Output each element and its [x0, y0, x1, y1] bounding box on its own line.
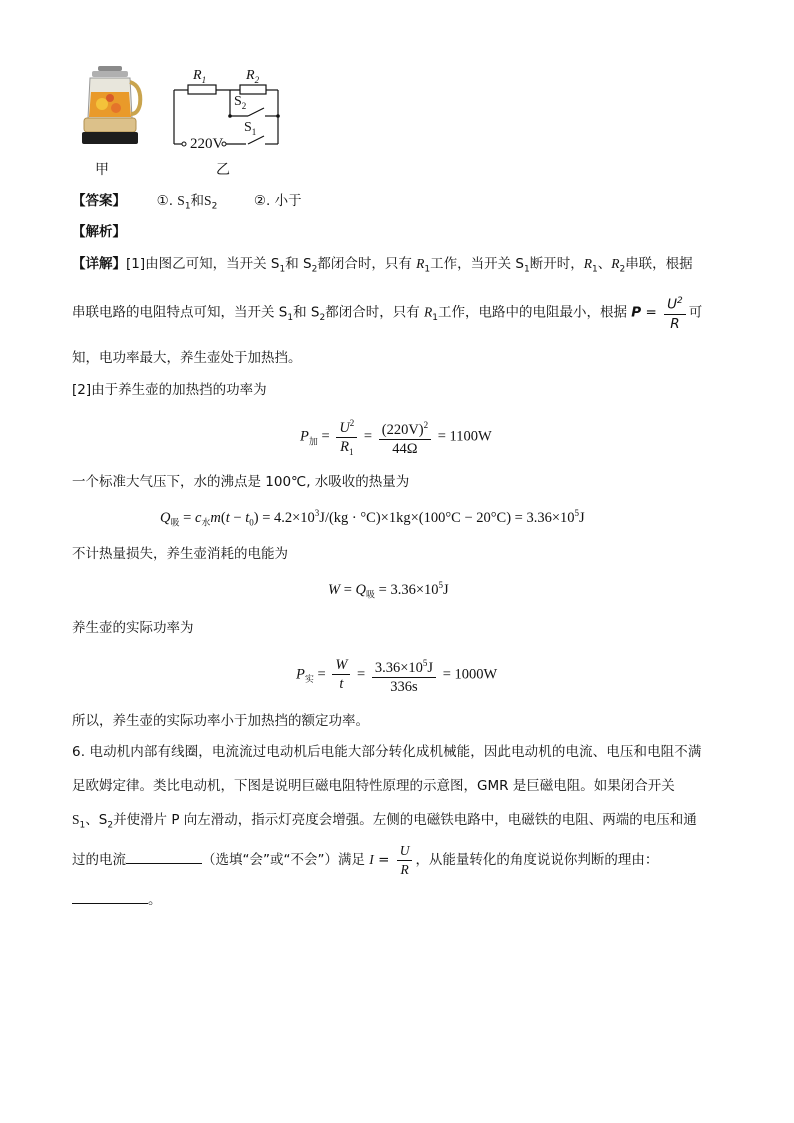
detail-line-2: 串联电路的电阻特点可知，当开关 $S_1$和 $S_2$都闭合时，只有 $R_1$工作，电路中的电阻最小，根据 P = $\frac{U^2}{R}$ 可 — [72, 292, 702, 338]
detail-line-6: 不计热量损失，养生壶消耗的电能为 — [72, 546, 288, 562]
answer-item-1: ①. $S_1$和$S_2$ — [156, 193, 218, 212]
figure-label-yi: 乙 — [216, 162, 230, 178]
label-s2: $S_2$ — [234, 94, 247, 111]
answer-blank-1[interactable] — [126, 863, 202, 864]
label-s1: $S_1$ — [244, 120, 257, 137]
figure-label-jia: 甲 — [95, 162, 109, 178]
label-r1: $R_1$ — [193, 68, 207, 85]
detail-line-1: 【详解】[1]由图乙可知，当开关 $S_1$和 $S_2$都闭合时，只有 $R_1$工作，当开关 $S_1$断开时，$R_1$、$R_2$串联，根据 — [72, 256, 693, 275]
circuit-diagram — [168, 64, 288, 156]
answer-line — [72, 191, 302, 217]
q6-line-1: 6. 电动机内部有线圈，电流流过电动机后电能大部分转化成机械能，因此电动机的电流、电压和电阻不满 — [72, 744, 702, 760]
equation-heat-absorbed: $Q_吸 = c_水m(t - t_0) = 4.2\times 10^3J/(kg \cdot ^\circ C)\times 1kg\times(100^\circ C - 20^\circ C) = 3.36\times 10^5J$ — [160, 508, 585, 529]
answer-tag: 【答案】 — [72, 193, 126, 209]
kettle-image — [80, 64, 146, 146]
label-voltage: 220V — [190, 136, 224, 152]
equation-heating-power: $P_加$ = $\frac{U^2}{R_1}$ = $\frac{(220V)^2}{44\Omega}$ = 1100W — [300, 414, 492, 461]
q6-line-2: 足欧姆定律。类比电动机，下图是说明巨磁电阻特性原理的示意图，GMR 是巨磁电阻。如果闭合开关 — [72, 778, 675, 794]
equation-actual-power: $P_实$ = $\frac{W}{t}$ = $\frac{3.36\times 10^5J}{336s}$ = 1000W — [296, 654, 497, 696]
q6-line-4: 过的电流 （选填“会”或“不会”）满足 I = $\frac{U}{R}$ ，从能量转化的角度说说你判断的理由： — [72, 842, 659, 877]
answer-blank-2[interactable] — [72, 903, 148, 904]
detail-line-7: 养生壶的实际功率为 — [72, 620, 194, 636]
detail-line-5: 一个标准大气压下，水的沸点是 100℃, 水吸收的热量为 — [72, 474, 410, 490]
equation-energy: $W = Q_吸 = 3.36\times 10^5J$ — [328, 580, 449, 601]
q6-line-3: $S_1$、$S_2$并使滑片 P 向左滑动，指示灯亮度会增强。左侧的电磁铁电路中，电磁铁的电阻、两端的电压和通 — [72, 812, 697, 831]
analysis-tag: 【解析】 — [72, 224, 126, 240]
answer-item-2: ②. 小于 — [253, 193, 302, 209]
detail-line-8: 所以，养生壶的实际功率小于加热挡的额定功率。 — [72, 713, 369, 729]
detail-line-3: 知，电功率最大，养生壶处于加热挡。 — [72, 350, 302, 366]
detail-line-4: [2]由于养生壶的加热挡的功率为 — [72, 382, 267, 398]
label-r2: $R_2$ — [246, 68, 260, 85]
q6-line-5: 。 — [72, 890, 162, 910]
